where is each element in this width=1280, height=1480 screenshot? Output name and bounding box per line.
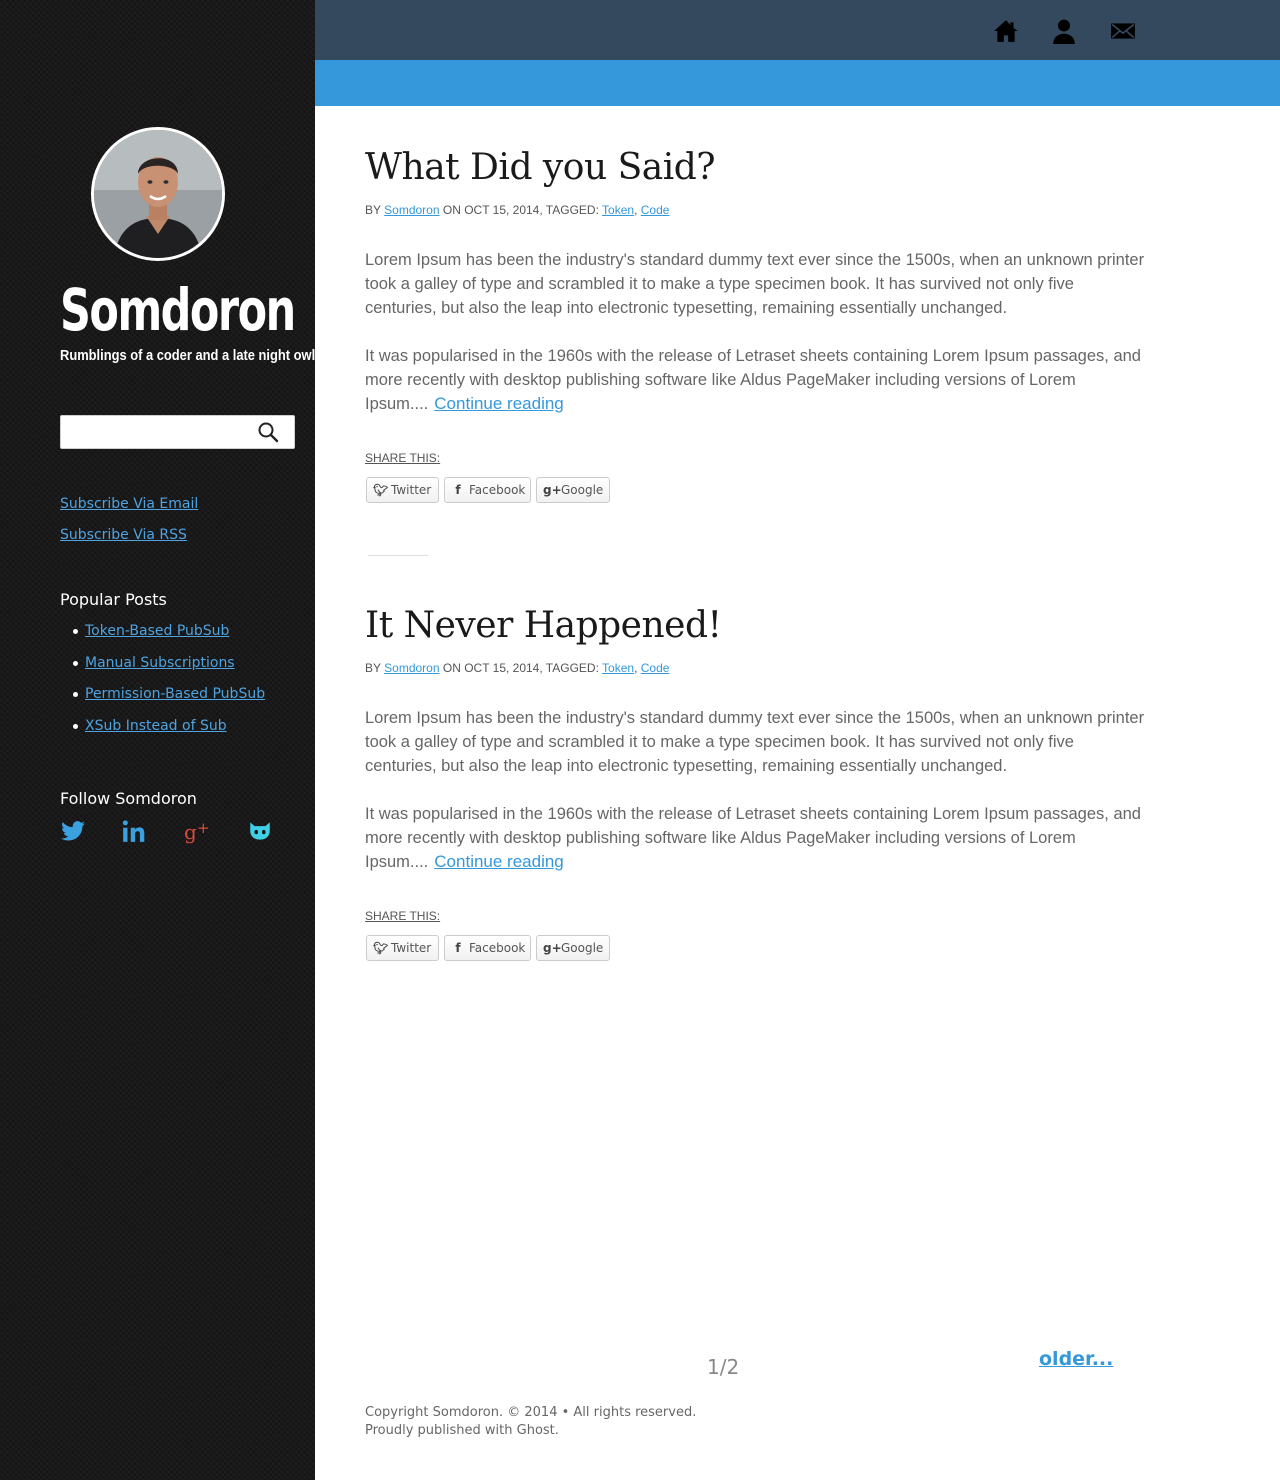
popular-posts-heading: Popular Posts [60,590,167,609]
author-link[interactable]: Somdoron [384,661,440,675]
share-twitter-button[interactable] [366,935,439,961]
popular-post-link[interactable]: Token-Based PubSub [85,623,230,639]
post-meta [365,661,669,675]
post-paragraph-text: It was popularised in the 1960s with the release of Letraset sheets containing Lorem Ipsum passages, and more recently with desktop publishing software like Aldus PageMaker including versions of Lorem Ipsum.... [365,805,1141,871]
share-google-label: Google [561,483,604,497]
author-link[interactable]: Somdoron [384,203,440,217]
tag-link[interactable]: Code [640,661,670,675]
bullet [73,661,78,666]
footer-copyright: Copyright Somdoron. © 2014 • All rights reserved. [365,1405,697,1420]
post-paragraph: Lorem Ipsum has been the industry's standard dummy text ever since the 1500s, when an unknown printer took a galley of type and scrambled it to make a type specimen book. It has survived not only five centuries, but also the leap into electronic typesetting, remaining essentially unchanged. [365,709,1145,775]
search-icon[interactable] [257,421,279,443]
mail-icon[interactable] [1110,18,1136,44]
share-label: SHARE THIS: [365,451,441,465]
facebook-icon: f [455,483,461,497]
search-input[interactable] [65,420,245,444]
popular-post-link[interactable]: Permission-Based PubSub [85,686,266,702]
meta-by: BY [365,661,381,675]
meta-date: ON OCT 15, 2014, TAGGED: [442,661,599,675]
google-plus-icon: g+ [543,941,562,955]
meta-date: ON OCT 15, 2014, TAGGED: [442,203,599,217]
popular-post-link[interactable]: XSub Instead of Sub [85,717,227,734]
older-posts-link[interactable]: older... [1039,1348,1114,1370]
sidebar [0,0,315,1480]
svg-text:+: + [197,819,210,837]
twitter-icon: 🐦︎ [373,941,389,955]
user-icon[interactable] [1051,18,1077,44]
follow-heading: Follow Somdoron [60,789,197,808]
avatar-photo [94,130,222,258]
facebook-icon: f [455,941,461,955]
tag-separator: , [634,661,638,675]
continue-reading-link[interactable]: Continue reading [434,852,564,871]
subscribe-email-link[interactable]: Subscribe Via Email [60,496,199,512]
list-item [60,717,265,749]
bullet [73,629,78,634]
post-paragraph-text: It was popularised in the 1960s with the release of Letraset sheets containing Lorem Ipsum passages, and more recently with desktop publishing software like Aldus PageMaker including versions of Lorem Ipsum.... [365,347,1141,413]
linkedin-icon[interactable] [121,818,147,844]
share-label: SHARE THIS: [365,909,441,923]
post-paragraph [365,344,1145,416]
tag-separator: , [634,203,638,217]
post-divider [368,555,428,556]
accent-bar [315,60,1280,106]
share-facebook-button[interactable] [444,935,531,961]
share-facebook-label: Facebook [469,941,526,955]
share-twitter-label: Twitter [391,483,432,497]
list-item [60,685,265,717]
bullet [73,692,78,697]
list-item [60,622,265,654]
twitter-icon: 🐦︎ [373,483,389,497]
list-item [60,654,265,686]
share-google-label: Google [561,941,604,955]
search-box [60,415,295,449]
share-twitter-button[interactable] [366,477,439,503]
continue-reading-link[interactable]: Continue reading [434,394,564,413]
subscribe-rss-link[interactable]: Subscribe Via RSS [60,527,187,543]
github-icon[interactable] [247,818,273,844]
footer-published: Proudly published with Ghost. [365,1423,559,1438]
page-number: 1/2 [707,1355,740,1379]
post-meta [365,203,669,217]
google-plus-icon[interactable] [184,818,210,844]
share-facebook-label: Facebook [469,483,526,497]
popular-post-link[interactable]: Manual Subscriptions [85,654,235,671]
share-google-button[interactable] [536,477,610,503]
meta-by: BY [365,203,381,217]
share-google-button[interactable] [536,935,610,961]
post-paragraph [365,802,1145,874]
top-nav-bar [315,0,1280,60]
post-title[interactable]: It Never Happened! [365,605,722,646]
share-facebook-button[interactable] [444,477,531,503]
post-paragraph: Lorem Ipsum has been the industry's standard dummy text ever since the 1500s, when an unknown printer took a galley of type and scrambled it to make a type specimen book. It has survived not only five centuries, but also the leap into electronic typesetting, remaining essentially unchanged. [365,251,1145,317]
svg-text:g: g [184,820,197,844]
home-icon[interactable] [993,18,1019,44]
tag-link[interactable]: Code [640,203,670,217]
google-plus-icon: g+ [543,483,562,497]
twitter-icon[interactable] [60,818,86,844]
site-description: Rumblings of a coder and a late night owl [60,347,316,364]
tag-link[interactable]: Token [602,661,635,675]
popular-posts-list [60,622,265,748]
post-title[interactable]: What Did you Said? [365,147,716,188]
tag-link[interactable]: Token [602,203,635,217]
bullet [73,724,78,729]
site-title[interactable]: Somdoron [60,276,295,344]
share-twitter-label: Twitter [391,941,432,955]
avatar[interactable] [91,127,225,261]
